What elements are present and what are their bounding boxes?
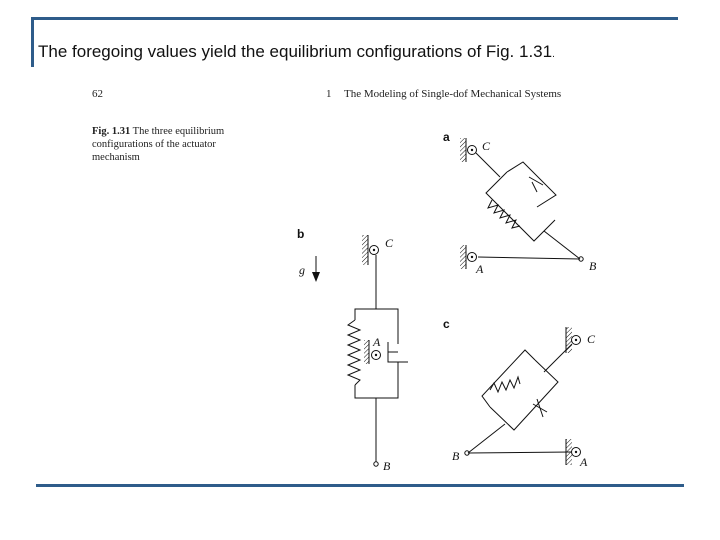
panel-c xyxy=(443,317,596,469)
panel-c-label: c xyxy=(443,317,450,331)
page-number: 62 xyxy=(92,88,103,100)
panel-b-gravity-label: g xyxy=(299,263,305,277)
chapter-title: The Modeling of Single-dof Mechanical Systems xyxy=(344,88,562,100)
panel-a-actuator xyxy=(476,153,583,261)
panel-c-point-b: B xyxy=(452,449,460,463)
slide-title-period: . xyxy=(552,49,555,60)
panel-c-actuator xyxy=(465,344,572,455)
panel-b-gravity-arrow xyxy=(312,256,320,282)
panel-a xyxy=(443,130,597,276)
slide-title-text: The foregoing values yield the equilibrium configurations of Fig. 1.31 xyxy=(38,42,553,61)
panel-c-point-a: A xyxy=(580,455,588,469)
slide-bottom-rule xyxy=(36,484,684,487)
caption-label: Fig. 1.31 xyxy=(92,126,131,137)
caption-text: The three equilibrium configurations of the actuator mechanism xyxy=(92,126,225,163)
panel-b-point-b: B xyxy=(383,459,391,473)
panel-b-point-a: A xyxy=(373,335,381,349)
chapter-number: 1 xyxy=(326,88,332,100)
panel-b xyxy=(297,227,408,473)
panel-a-point-a: A xyxy=(476,262,484,276)
panel-a-point-c: C xyxy=(482,139,491,153)
panel-c-support-c xyxy=(566,327,581,353)
panel-a-support-c xyxy=(460,138,477,162)
panel-a-point-b: B xyxy=(589,259,597,273)
panel-a-label: a xyxy=(443,130,450,144)
panel-c-point-c: C xyxy=(587,332,596,346)
panel-b-label: b xyxy=(297,227,305,241)
panel-a-support-a xyxy=(460,245,477,269)
panel-b-point-c: C xyxy=(385,236,394,250)
panel-b-actuator xyxy=(348,255,408,466)
